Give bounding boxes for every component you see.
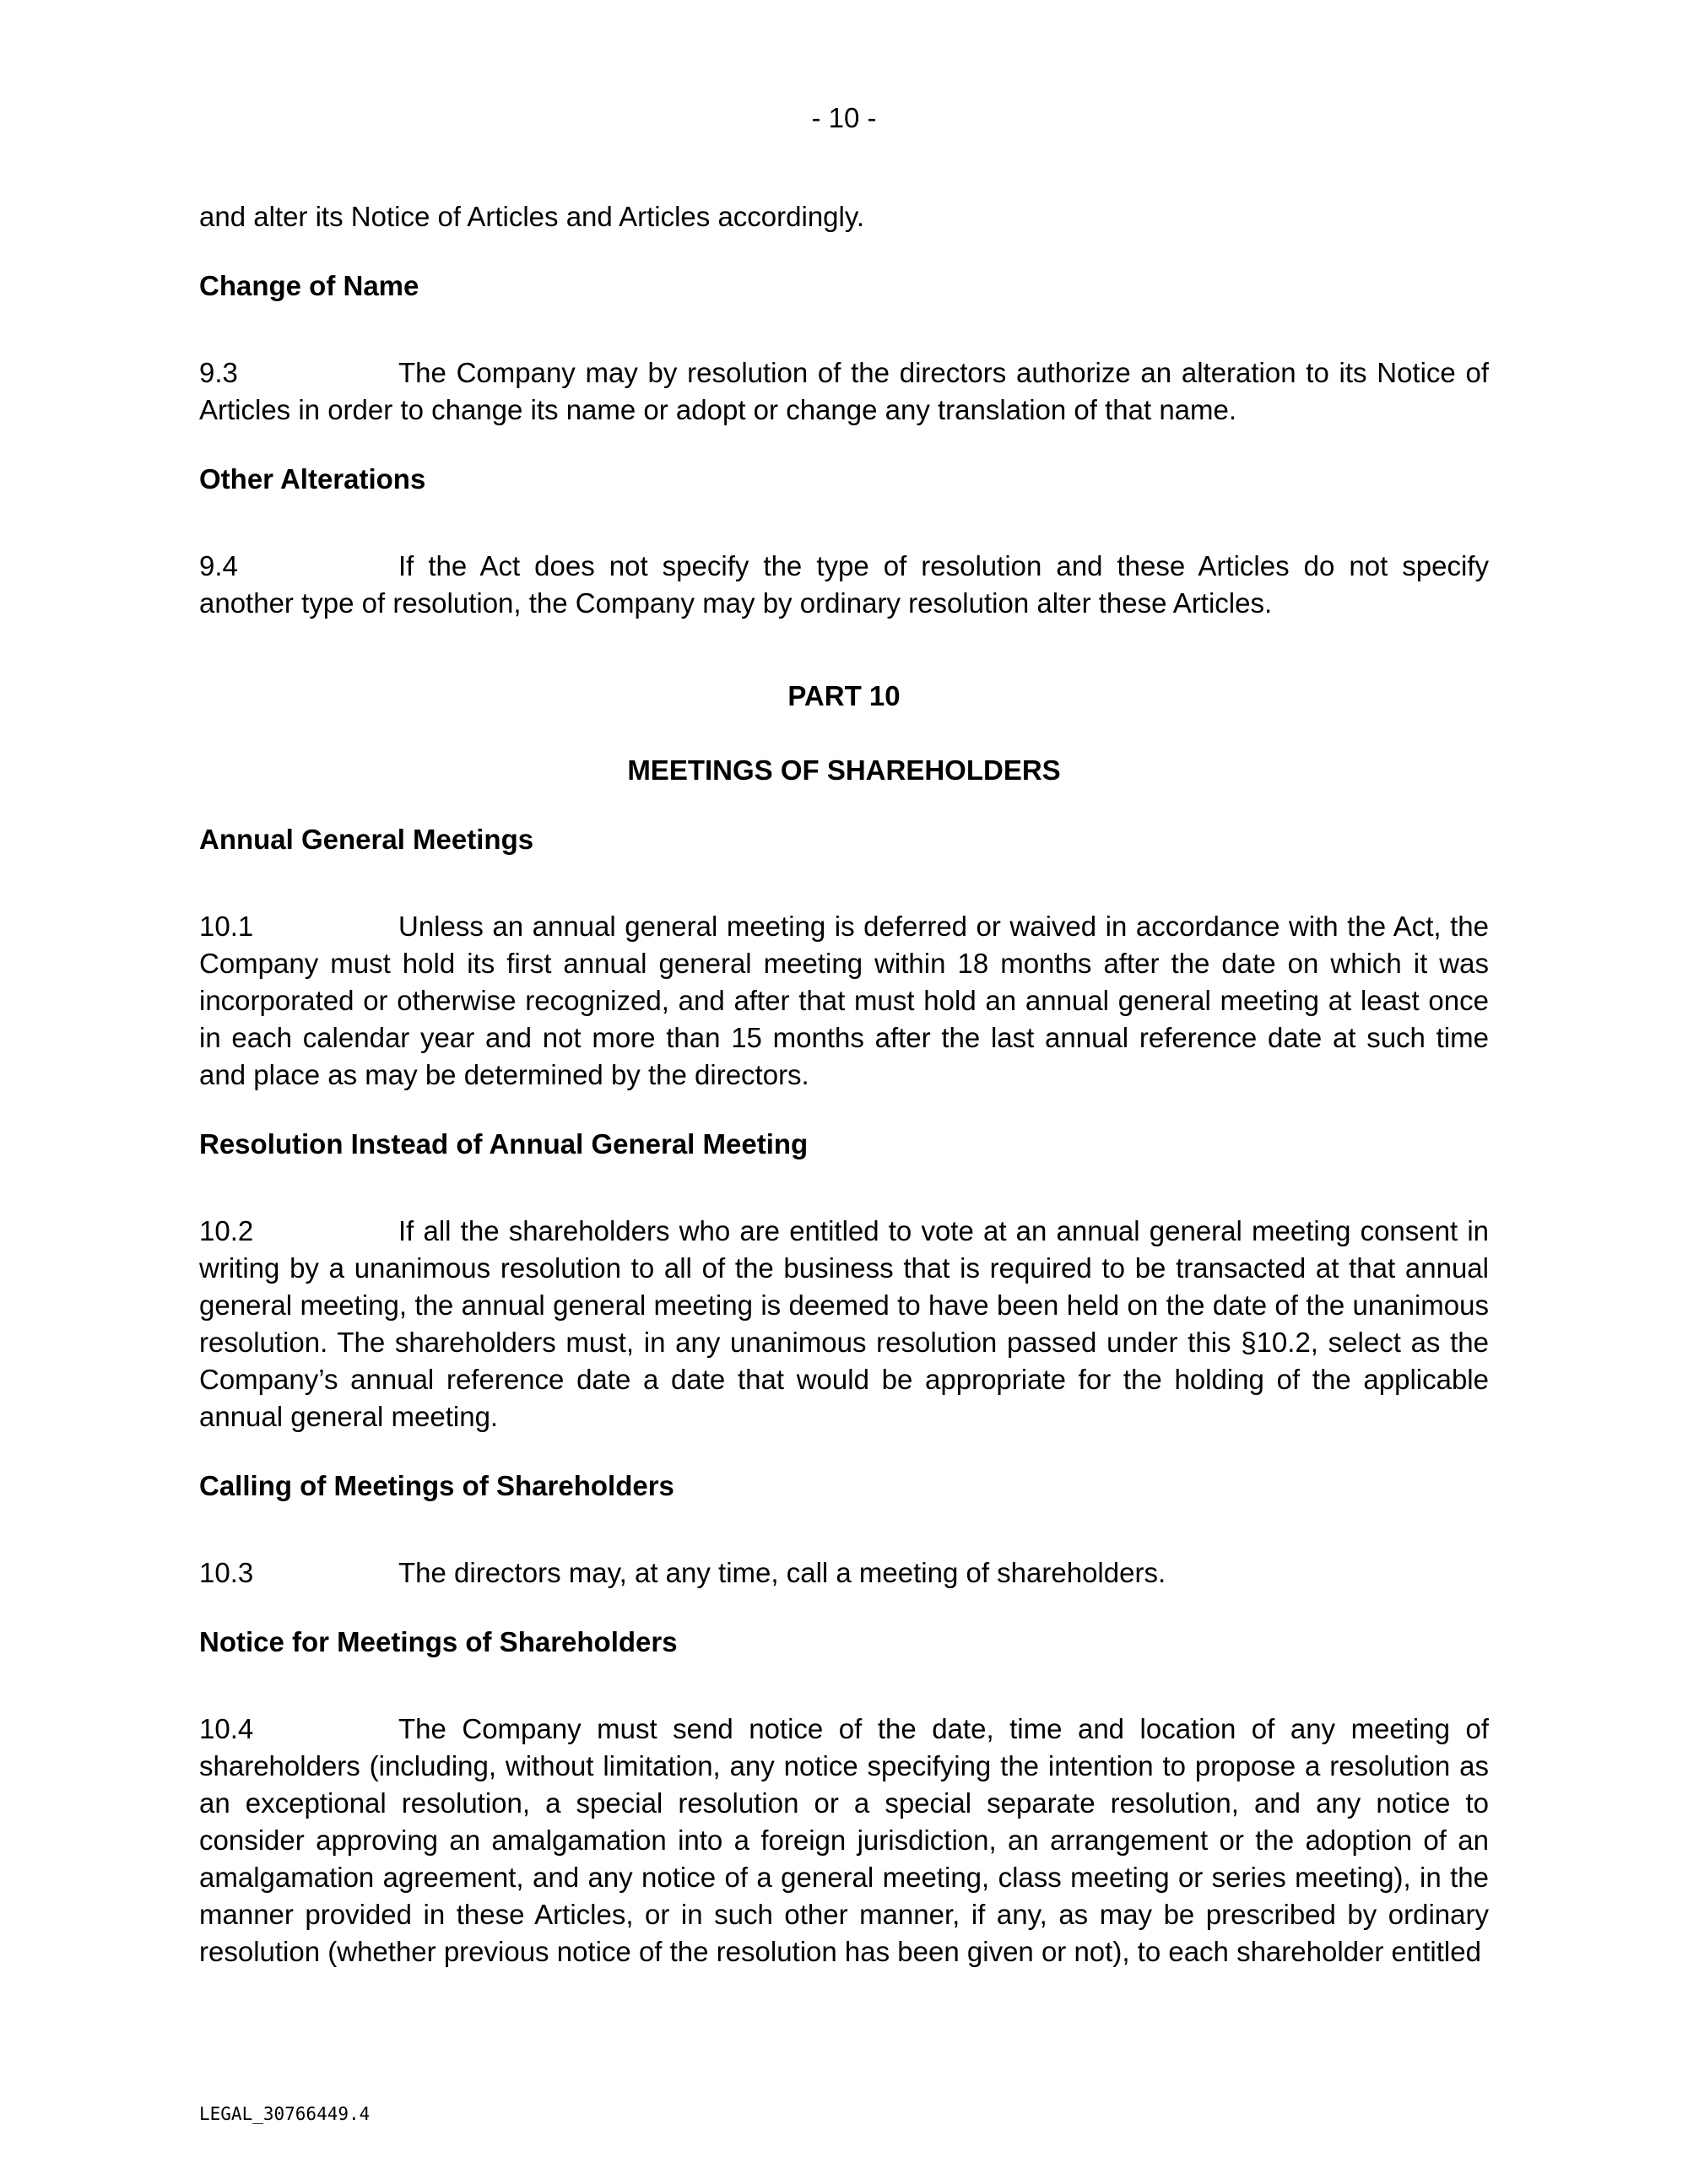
section-heading-notice-meetings: Notice for Meetings of Shareholders	[199, 1626, 678, 1657]
article-10-2	[199, 1213, 1489, 1435]
article-text: If all the shareholders who are entitled to vote at an annual general meeting consent in writing by a unanimous resolution to all of the business that is required to be transacted at that annual general meeting, the annual general meeting is deemed to have been held on the date of the unanimous resolution. The shareholders must, in any unanimous resolution passed under this §10.2, select as the Company’s annual reference date a date that would be appropriate for the holding of the applicable annual general meeting.	[199, 1215, 1489, 1432]
section-heading-annual-general-meetings: Annual General Meetings	[199, 824, 534, 855]
article-text: Unless an annual general meeting is deferred or waived in accordance with the Act, the Company must hold its first annual general meeting within 18 months after the date on which it was incorporated or otherwise recognized, and after that must hold an annual general meeting at least once in each calendar year and not more than 15 months after the last annual reference date at such time and place as may be determined by the directors.	[199, 911, 1489, 1090]
article-number: 10.4	[199, 1713, 254, 1744]
article-number: 10.2	[199, 1215, 254, 1246]
article-text: If the Act does not specify the type of resolution and these Articles do not specify another type of resolution, the Company may by ordinary resolution alter these Articles.	[199, 550, 1489, 619]
document-body	[199, 198, 1489, 2003]
section-heading-other-alterations: Other Alterations	[199, 463, 426, 495]
article-text: The Company may by resolution of the directors authorize an alteration to its Notice of Articles in order to change its name or adopt or change any translation of that name.	[199, 357, 1489, 425]
article-10-3	[199, 1554, 1489, 1592]
part-title: PART 10	[787, 680, 901, 711]
continuation-text: and alter its Notice of Articles and Articles accordingly.	[199, 201, 865, 232]
section-heading-change-of-name: Change of Name	[199, 270, 419, 301]
article-10-1	[199, 908, 1489, 1094]
page-number: - 10 -	[811, 102, 877, 133]
article-10-4	[199, 1711, 1489, 1970]
article-number: 9.3	[199, 357, 238, 388]
part-subtitle: MEETINGS OF SHAREHOLDERS	[627, 754, 1061, 786]
article-text: The directors may, at any time, call a meeting of shareholders.	[398, 1557, 1166, 1588]
article-number: 9.4	[199, 550, 238, 581]
article-text: The Company must send notice of the date, time and location of any meeting of shareholders (including, without limitation, any notice specifying the intention to propose a resolution as an exceptional resolution, a special resolution or a special separate resolution, and any notice to consider approving an amalgamation into a foreign jurisdiction, an arrangement or the adoption of an amalgamation agreement, and any notice of a general meeting, class meeting or series meeting), in the manner provided in these Articles, or in such other manner, if any, as may be prescribed by ordinary resolution (whether previous notice of the resolution has been given or not), to each shareholder entitled	[199, 1713, 1489, 1967]
section-heading-calling-meetings: Calling of Meetings of Shareholders	[199, 1470, 674, 1501]
article-9-3	[199, 354, 1489, 429]
article-number: 10.1	[199, 911, 254, 942]
article-9-4	[199, 548, 1489, 622]
section-heading-resolution-instead: Resolution Instead of Annual General Meeting	[199, 1128, 809, 1160]
document-footer-id: LEGAL_30766449.4	[199, 2104, 371, 2124]
article-number: 10.3	[199, 1557, 254, 1588]
